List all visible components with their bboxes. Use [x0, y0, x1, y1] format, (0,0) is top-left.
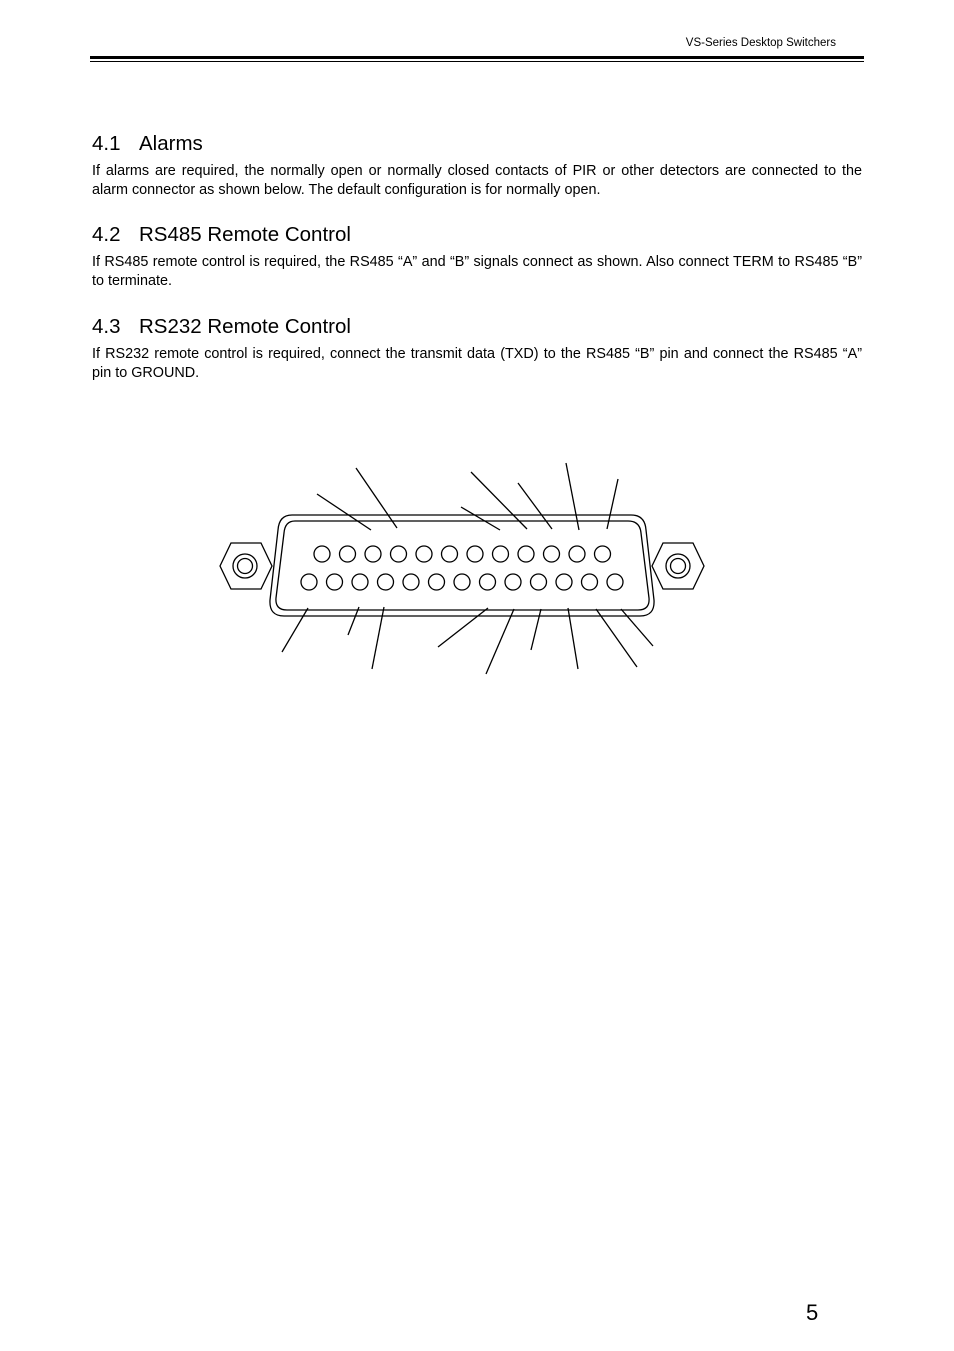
left-hex-nut-icon: [220, 543, 272, 589]
d-shell-outer: [270, 515, 654, 616]
left-screw-inner: [238, 559, 253, 574]
pin-row-top: [314, 546, 611, 562]
section-title: RS485 Remote Control: [139, 223, 351, 246]
section-number: 4.2: [92, 223, 121, 246]
section-number: 4.3: [92, 315, 121, 338]
pin-row-bottom: [301, 574, 623, 590]
section-title: RS232 Remote Control: [139, 315, 351, 338]
page-number: 5: [806, 1300, 819, 1325]
leader-lines-top: [317, 463, 618, 530]
section-body-rs232: If RS232 remote control is required, connect the transmit data (TXD) to the RS485 “B” pin and connect the RS485 “A” pin to GROUND.: [92, 346, 862, 381]
running-header: VS-Series Desktop Switchers: [685, 37, 836, 49]
right-screw-inner: [671, 559, 686, 574]
section-body-alarms: If alarms are required, the normally open or normally closed contacts of PIR or other detectors are connected to the alarm connector as shown below. The default configuration is for normally open.: [92, 163, 862, 198]
section-body-rs485: If RS485 remote control is required, the RS485 “A” and “B” signals connect as shown. Also connect TERM to RS485 “B” to terminate.: [92, 254, 862, 289]
section-number: 4.1: [92, 132, 121, 155]
right-hex-nut-icon: [652, 543, 704, 589]
left-screw-outer: [233, 554, 257, 578]
section-title: Alarms: [139, 132, 203, 155]
right-screw-outer: [666, 554, 690, 578]
d-shell-inner: [276, 521, 649, 610]
leader-lines-bottom: [282, 607, 653, 674]
